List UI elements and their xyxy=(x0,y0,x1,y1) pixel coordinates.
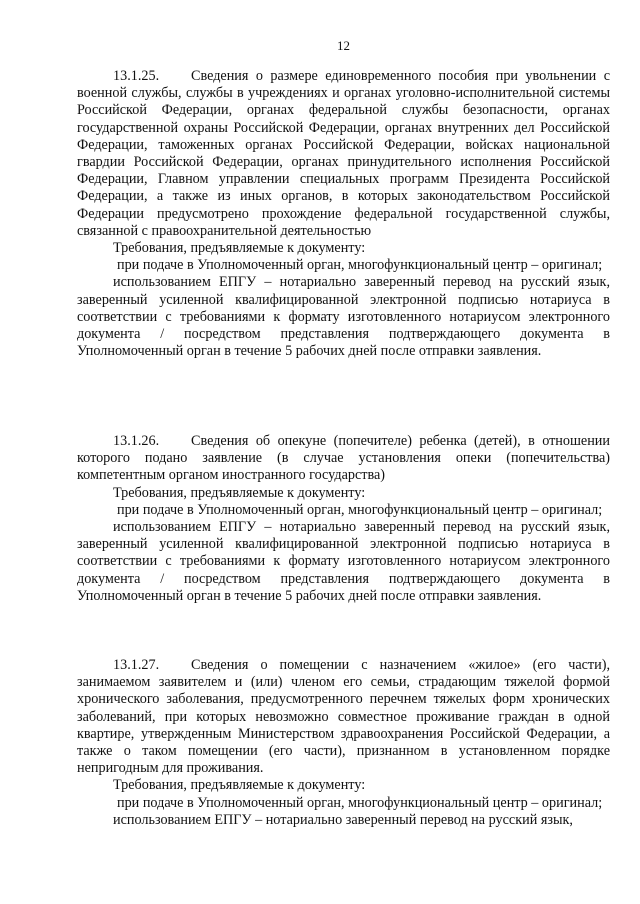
section-heading-text: Сведения о размере единовременного пособия при увольнении с военной службы, службы в учреждениях и органах уголовно-исполнительной системы Российской Федерации, органах федеральной службы безопасности, органах государственной охраны Российской Федерации, органах внутренних дел Российской Федерации, таможенных органах Российской Федерации, войсках национальной гвардии Российской Федерации, органах принудительного исполнения Российской Федерации, Главном управлении специальных программ Президента Российской Федерации, а также из иных органов, в которых законодательством Российской Федерации предусмотрено прохождение федеральной государственной службы, связанной с правоохранительной деятельностью xyxy=(77,68,610,239)
requirement-epgu: использованием ЕПГУ – нотариально заверенный перевод на русский язык, xyxy=(113,811,573,828)
requirement-epgu: использованием ЕПГУ – нотариально заверенный перевод на русский язык, заверенный усиленной квалифицированной электронной подписью нотариуса в соответствии с требованиями к формату изготовленного нотариусом электронного документа / посредством представления подтверждающего документа в Уполномоченный орган в течение 5 рабочих дней после отправки заявления. xyxy=(77,519,610,604)
section-13-1-25 xyxy=(77,68,610,360)
section-heading-text: Сведения о помещении с назначением «жилое» (его части), занимаемом заявителем и (или) членом его семьи, страдающим тяжелой формой хронического заболевания, предусмотренного перечнем тяжелых форм хронических заболеваний, при которых невозможно совместное проживание граждан в одной квартире, утвержденным Министерством здравоохранения Российской Федерации, а также о таком помещении (его части), признанном в установленном порядке непригодным для проживания. xyxy=(77,657,610,777)
requirement-paper: при подаче в Уполномоченный орган, многофункциональный центр – оригинал; xyxy=(117,794,603,811)
section-heading xyxy=(77,68,610,240)
requirements-title: Требования, предъявляемые к документу: xyxy=(113,240,366,257)
requirement-paper: при подаче в Уполномоченный орган, многофункциональный центр – оригинал; xyxy=(117,501,603,518)
section-number: 13.1.26. xyxy=(113,433,160,449)
requirement-paper: при подаче в Уполномоченный орган, многофункциональный центр – оригинал; xyxy=(117,257,603,274)
section-heading xyxy=(77,657,610,777)
page-number: 12 xyxy=(337,38,350,53)
section-13-1-26 xyxy=(77,433,610,605)
section-number: 13.1.25. xyxy=(113,68,160,84)
section-number: 13.1.27. xyxy=(113,657,160,673)
section-13-1-27 xyxy=(77,657,610,829)
requirements-title: Требования, предъявляемые к документу: xyxy=(113,484,366,501)
requirements-title: Требования, предъявляемые к документу: xyxy=(113,777,366,794)
section-heading-text: Сведения об опекуне (попечителе) ребенка (детей), в отношении которого подано заявление (в случае установления опеки (попечительства) компетентным органом иностранного государства) xyxy=(77,433,610,484)
requirement-epgu: использованием ЕПГУ – нотариально заверенный перевод на русский язык, заверенный усиленной квалифицированной электронной подписью нотариуса в соответствии с требованиями к формату изготовленного нотариусом электронного документа / посредством представления подтверждающего документа в Уполномоченный орган в течение 5 рабочих дней после отправки заявления. xyxy=(77,274,610,360)
section-heading xyxy=(77,433,610,485)
